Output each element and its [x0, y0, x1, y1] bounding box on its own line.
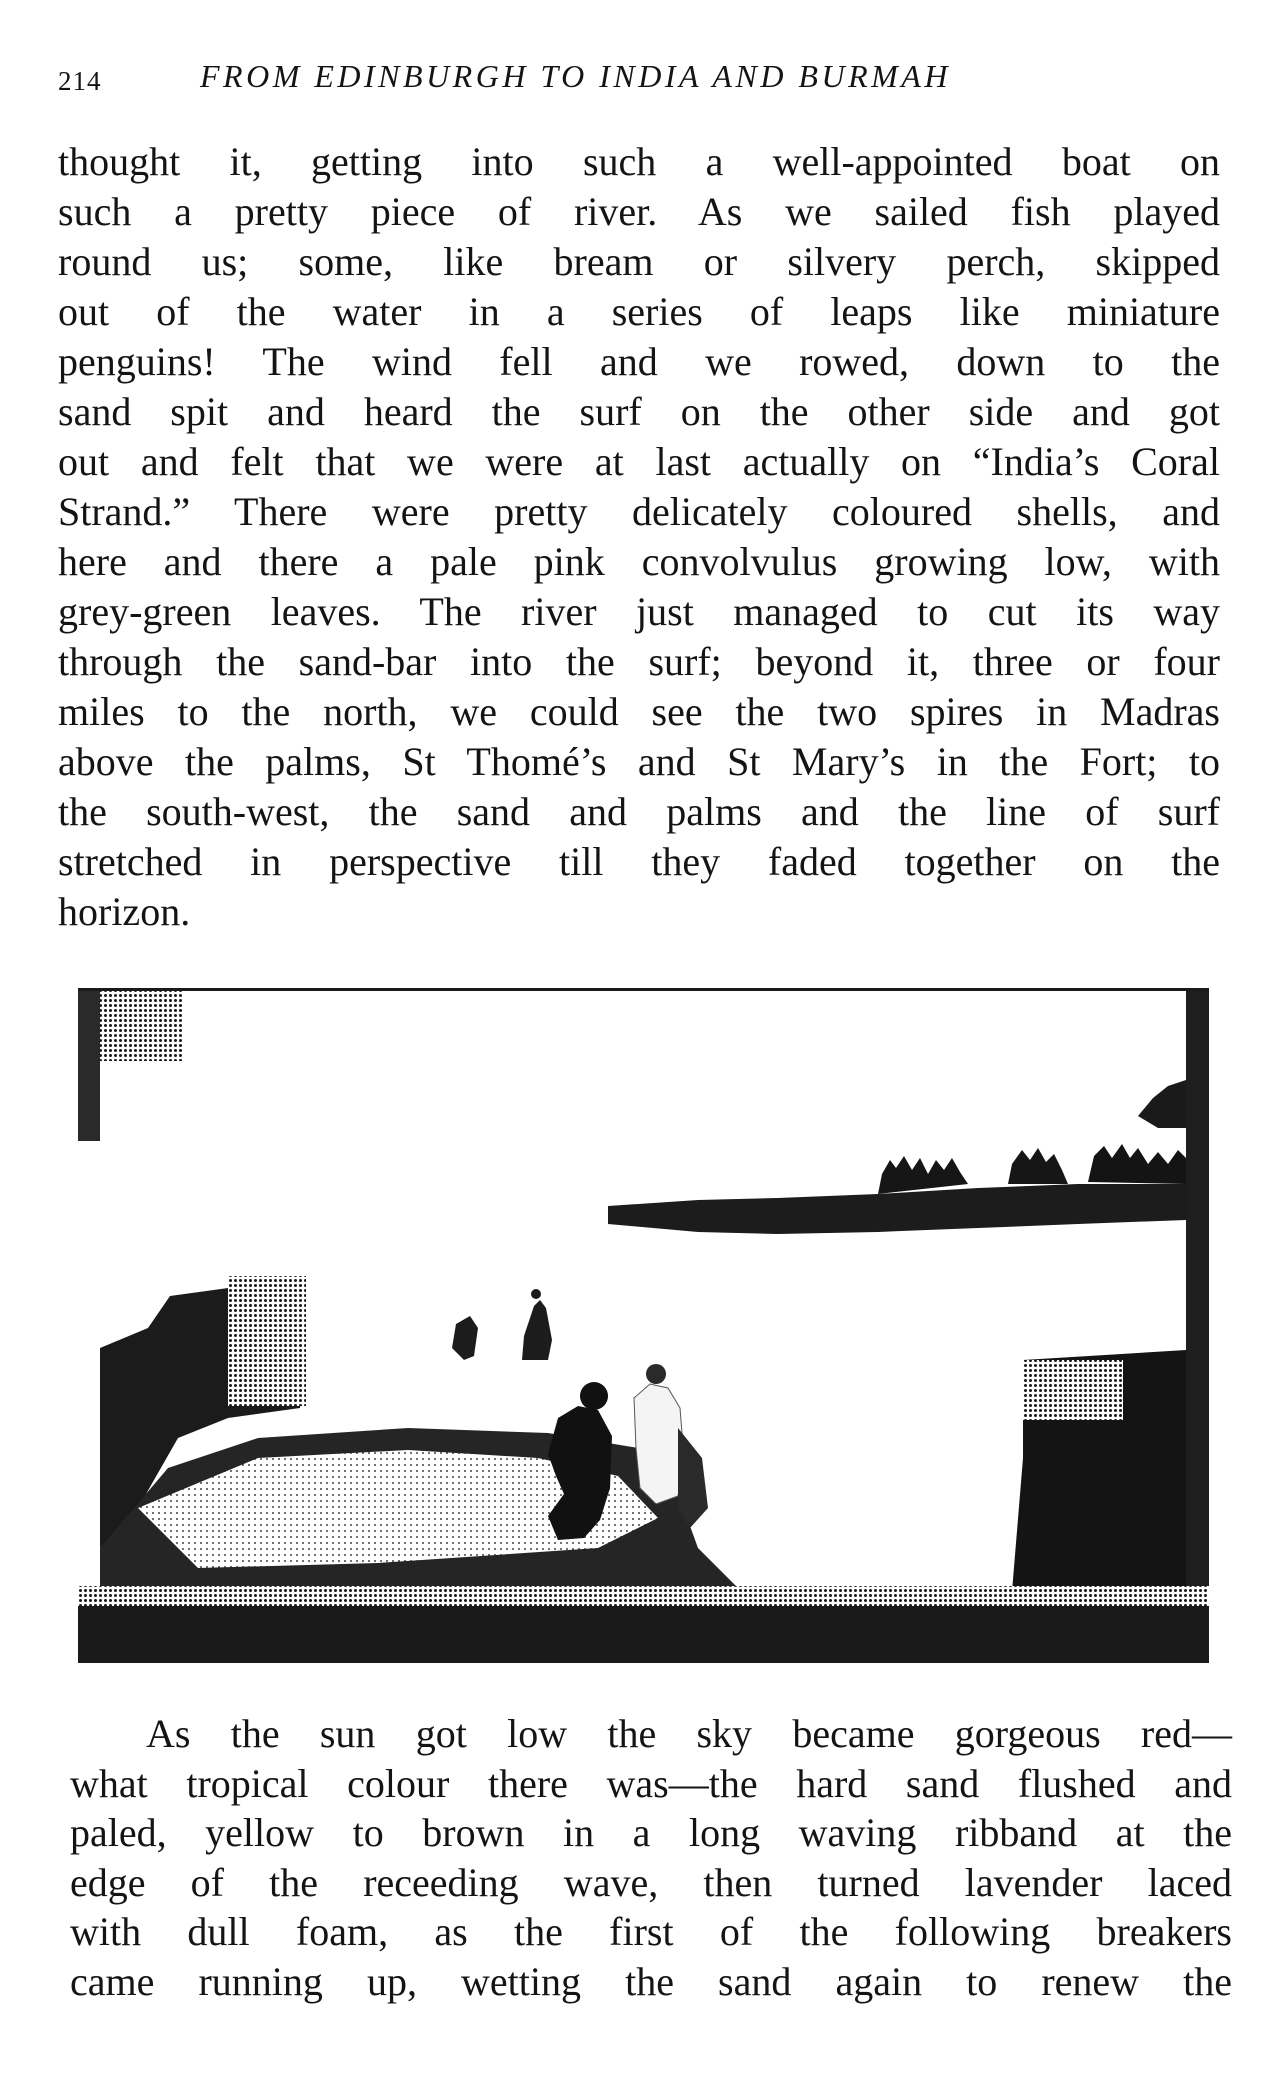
photograph-plate: [78, 988, 1209, 1663]
text-line: round us; some, like bream or silvery perch, skipped: [58, 239, 1220, 284]
text-line: edge of the receeding wave, then turned lavender laced: [70, 1859, 1232, 1905]
text-line: As the sun got low the sky became gorgeous red—: [146, 1711, 1232, 1756]
text-line: horizon.: [58, 889, 191, 934]
text-line: the south-west, the sand and palms and the line of surf: [58, 789, 1220, 834]
text-line: sand spit and heard the surf on the other side and got: [58, 389, 1220, 434]
text-line: miles to the north, we could see the two spires in Madras: [58, 689, 1220, 734]
text-line: stretched in perspective till they faded together on the: [58, 839, 1220, 884]
text-line: paled, yellow to brown in a long waving ribband at the: [70, 1810, 1232, 1855]
text-line: came running up, wetting the sand again to renew the: [70, 1958, 1232, 2004]
text-line: such a pretty piece of river. As we sailed fish played: [58, 189, 1220, 234]
paragraph-2: [70, 1709, 1232, 2006]
text-line: here and there a pale pink convolvulus growing low, with: [58, 539, 1220, 584]
text-line: grey-green leaves. The river just managed to cut its way: [58, 589, 1220, 634]
text-line: Strand.” There were pretty delicately coloured shells, and: [58, 489, 1220, 534]
text-line: above the palms, St Thomé’s and St Mary’s in the Fort; to: [58, 739, 1220, 784]
page-number: 214: [58, 66, 102, 96]
text-line: thought it, getting into such a well-appointed boat on: [58, 139, 1220, 184]
running-head: [0, 58, 1281, 102]
text-line: out and felt that we were at last actually on “India’s Coral: [58, 439, 1220, 484]
text-line: with dull foam, as the first of the following breakers: [70, 1909, 1232, 1954]
beach-photograph: [78, 988, 1209, 1663]
running-title: FROM EDINBURGH TO INDIA AND BURMAH: [200, 58, 951, 94]
text-line: out of the water in a series of leaps like miniature: [58, 289, 1220, 334]
text-line: penguins! The wind fell and we rowed, down to the: [58, 339, 1220, 384]
text-line: through the sand-bar into the surf; beyond it, three or four: [58, 639, 1220, 684]
text-line: what tropical colour there was—the hard sand flushed and: [70, 1760, 1232, 1806]
paragraph-1: [58, 137, 1220, 937]
